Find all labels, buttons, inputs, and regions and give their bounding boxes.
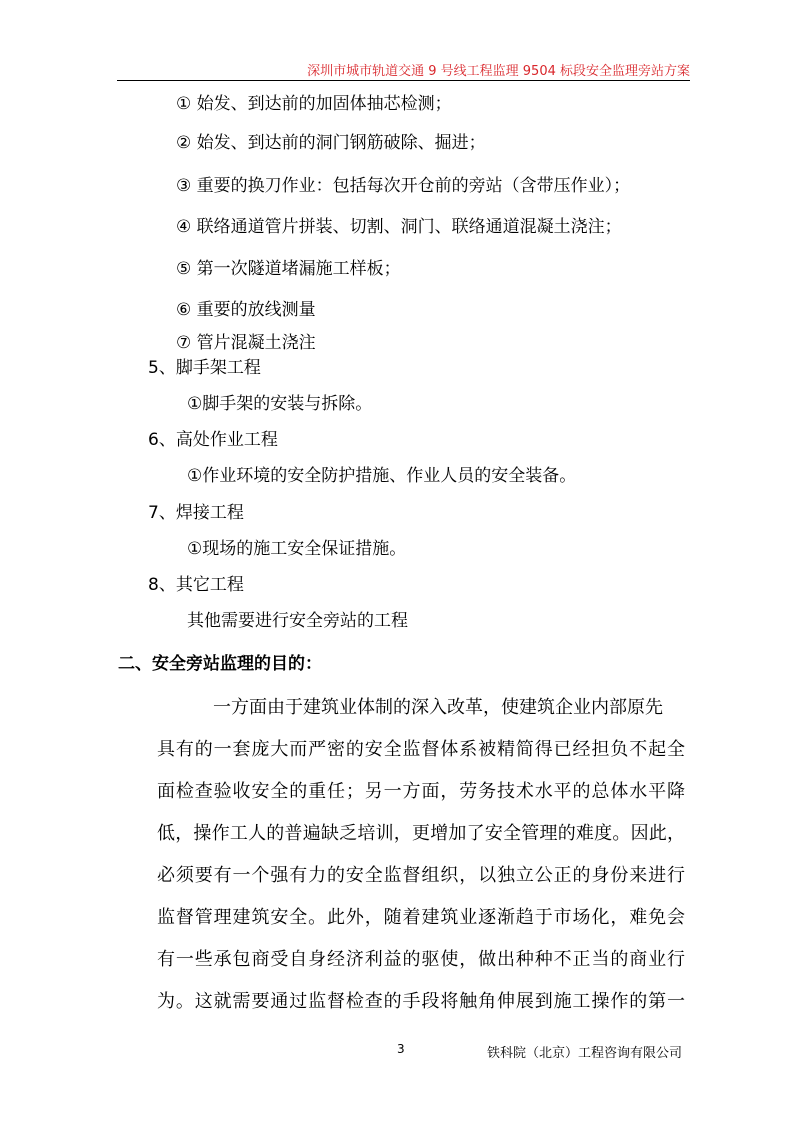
header-title: 深圳市城市轨道交通 9 号线工程监理 9504 标段安全监理旁站方案 [307, 64, 690, 79]
list-item: ⑥ 重要的放线测量 [176, 300, 316, 320]
section-title: 7、焊接工程 [148, 503, 244, 523]
section-item: 其他需要进行安全旁站的工程 [187, 611, 408, 631]
section-heading: 二、安全旁站监理的目的： [118, 654, 322, 674]
list-item: ② 始发、到达前的洞门钢筋破除、掘进； [176, 133, 486, 153]
paragraph-line: 一方面由于建筑业体制的深入改革，使建筑企业内部原先 [213, 697, 663, 718]
header-rule [117, 80, 690, 81]
paragraph-line: 监督管理建筑安全。此外，随着建筑业逐渐趋于市场化，难免会 [157, 907, 685, 928]
section-item: ①现场的施工安全保证措施。 [187, 539, 407, 559]
section-item: ①脚手架的安装与拆除。 [187, 394, 373, 414]
section-item: ①作业环境的安全防护措施、作业人员的安全装备。 [187, 466, 577, 486]
list-item: ③ 重要的换刀作业：包括每次开仓前的旁站（含带压作业）； [176, 176, 631, 196]
paragraph-line: 面检查验收安全的重任；另一方面，劳务技术水平的总体水平降 [157, 781, 685, 802]
paragraph-line: 为。这就需要通过监督检查的手段将触角伸展到施工操作的第一 [157, 991, 685, 1012]
list-item: ⑦ 管片混凝土浇注 [176, 333, 316, 353]
list-item: ① 始发、到达前的加固体抽芯检测； [176, 94, 452, 114]
paragraph-line: 低，操作工人的普遍缺乏培训，更增加了安全管理的难度。因此， [157, 823, 685, 844]
paragraph-line: 有一些承包商受自身经济利益的驱使，做出种种不正当的商业行 [157, 949, 685, 970]
paragraph-line: 必须要有一个强有力的安全监督组织，以独立公正的身份来进行 [157, 865, 685, 886]
list-item: ④ 联络通道管片拼装、切割、洞门、联络通道混凝土浇注； [176, 217, 622, 237]
footer-company: 铁科院（北京）工程咨询有限公司 [487, 1046, 683, 1061]
section-title: 5、脚手架工程 [148, 358, 261, 378]
list-item: ⑤ 第一次隧道堵漏施工样板； [176, 259, 401, 279]
page-number: 3 [397, 1042, 405, 1056]
paragraph-line: 具有的一套庞大而严密的安全监督体系被精简得已经担负不起全 [157, 739, 685, 760]
section-title: 8、其它工程 [148, 575, 244, 595]
section-title: 6、高处作业工程 [148, 430, 278, 450]
